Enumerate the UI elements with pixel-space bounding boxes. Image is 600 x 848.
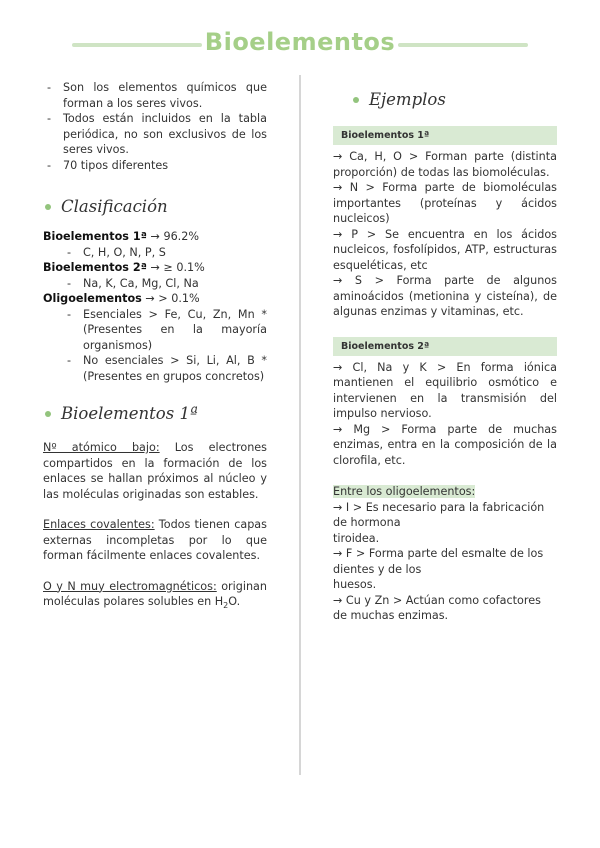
list-item: - C, H, O, N, P, S bbox=[63, 245, 267, 261]
example-line: → Mg > Forma parte de muchas enzimas, entra en la composición de la clorofila, etc. bbox=[333, 422, 557, 467]
example-line: huesos. bbox=[333, 578, 377, 591]
example-line: → I > Es necesario para la fabricación de hormona bbox=[333, 500, 545, 529]
example-line: → Cu y Zn > Actúan como cofactores de muchas enzimas. bbox=[333, 593, 541, 622]
example-line: → Cl, Na y K > En forma iónica mantienen el equilibrio osmótico e intervienen en la transmisión del impulso nervioso. bbox=[333, 360, 557, 420]
oligo-value: → > 0.1% bbox=[145, 292, 200, 305]
example-line: → N > Forma parte de biomoléculas importantes (proteínas y ácidos nucleicos) bbox=[333, 181, 557, 225]
example-line: → S > Forma parte de algunos aminoácidos (metionina y cisteína), de algunas enzimas y vitaminas, etc. bbox=[333, 274, 557, 318]
list-item: - 70 tipos diferentes bbox=[43, 158, 267, 174]
bullet-icon bbox=[45, 411, 51, 417]
bio2-items bbox=[43, 276, 267, 292]
list-item: - Son los elementos químicos que forman a los seres vivos. bbox=[43, 80, 267, 111]
oligo-items bbox=[43, 307, 267, 385]
ejemplos-heading: Ejemplos bbox=[351, 88, 557, 112]
example-line: → F > Forma parte del esmalte de los dientes y de los bbox=[333, 547, 544, 576]
bio1-items bbox=[43, 245, 267, 261]
oligo-intro: Entre los oligoelementos: bbox=[333, 485, 476, 498]
bio1-label: Bioelementos 1ª bbox=[43, 230, 147, 243]
bio2-label: Bioelementos 2ª bbox=[43, 261, 147, 274]
bullet-icon bbox=[353, 97, 359, 103]
bio2-bar: Bioelementos 2ª bbox=[333, 337, 557, 356]
intro-list bbox=[43, 80, 267, 173]
list-item: - No esenciales > Si, Li, Al, B *(Presentes en grupos concretos) bbox=[63, 353, 267, 384]
list-item: - Todos están incluidos en la tabla periódica, no son exclusivos de los seres vivos. bbox=[43, 111, 267, 158]
right-column bbox=[333, 88, 557, 624]
bio1-bar: Bioelementos 1ª bbox=[333, 126, 557, 145]
oyn-paragraph: O y N muy electromagnéticos: originan moléculas polares solubles en $H_2O$. bbox=[43, 579, 268, 611]
column-divider bbox=[299, 75, 301, 775]
list-item: - Esenciales > Fe, Cu, Zn, Mn *(Presentes en la mayoría organismos) bbox=[63, 307, 267, 354]
numero-paragraph: Nº atómico bajo: Los electrones compartidos en la formación de los enlaces se hallan próximos al núcleo y las moléculas originadas son estables. bbox=[43, 441, 267, 501]
bio1-value: → 96.2% bbox=[150, 230, 199, 243]
example-line: → Ca, H, O > Forman parte (distinta proporción) de todas las biomoléculas. bbox=[333, 150, 557, 179]
oligo-label: Oligoelementos bbox=[43, 292, 142, 305]
title-line-right bbox=[398, 43, 528, 47]
bullet-icon bbox=[45, 204, 51, 210]
title-row bbox=[0, 28, 600, 62]
clasificacion-heading: Clasificación bbox=[43, 195, 267, 219]
bio2-value: → ≥ 0.1% bbox=[150, 261, 205, 274]
bio1-heading: Bioelementos 1ª bbox=[43, 402, 267, 426]
left-column bbox=[43, 80, 267, 614]
example-line: → P > Se encuentra en los ácidos nucleicos, fosfolípidos, ATP, estructuras esqueléticas, etc bbox=[333, 227, 557, 272]
page-title: Bioelementos bbox=[204, 28, 396, 56]
example-line: tiroidea. bbox=[333, 531, 380, 545]
list-item: - Na, K, Ca, Mg, Cl, Na bbox=[63, 276, 267, 292]
enlaces-paragraph: Enlaces covalentes: Todos tienen capas externas incompletas por lo que forman fácilmente enlaces covalentes. bbox=[43, 518, 267, 562]
